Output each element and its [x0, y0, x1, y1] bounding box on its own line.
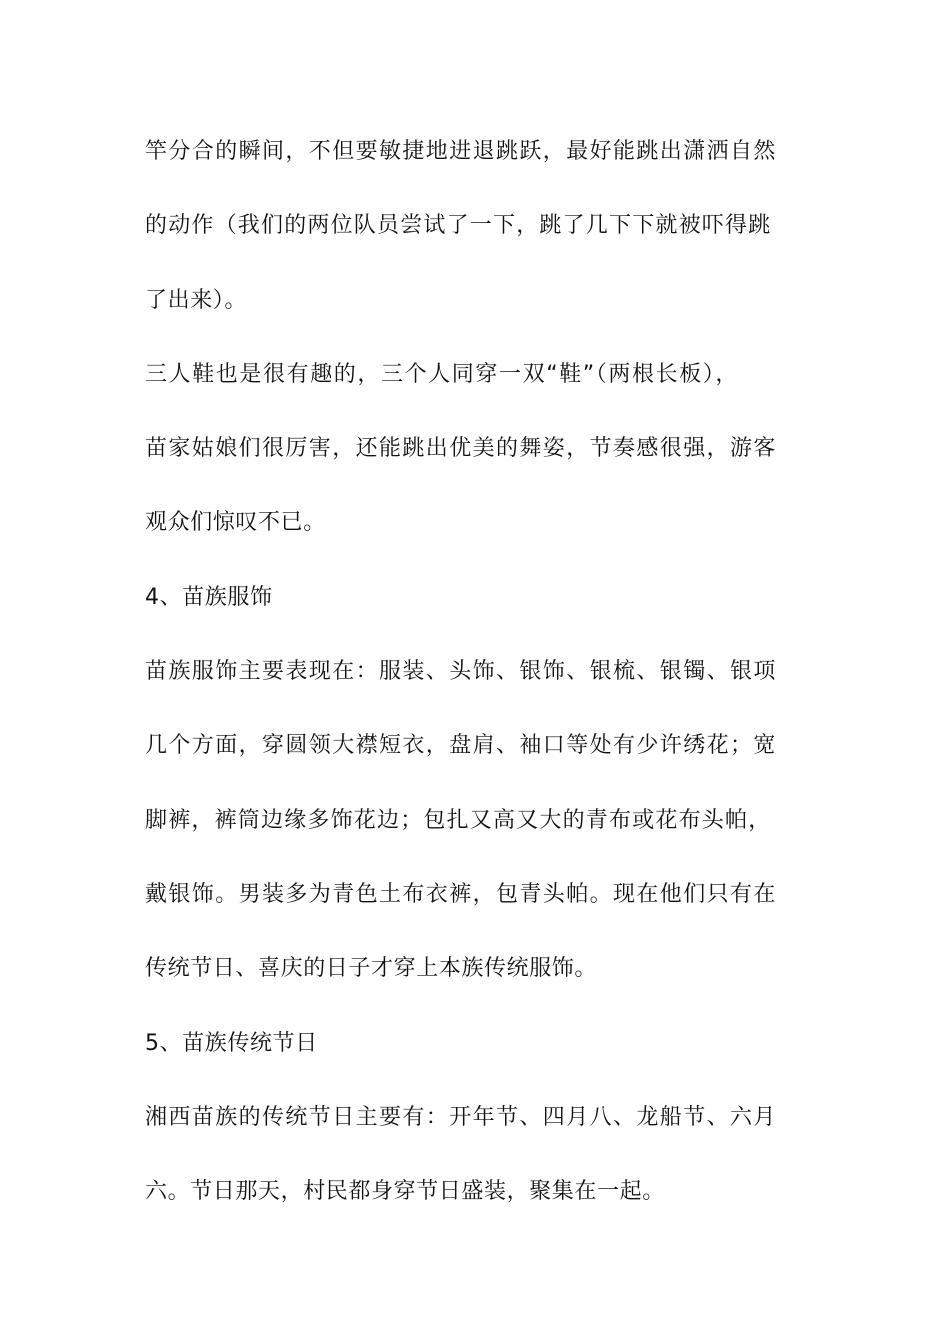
paragraph-line: 湘西苗族的传统节日主要有：开年节、四月八、龙船节、六月 [145, 1105, 777, 1130]
paragraph-line: 传统节日、喜庆的日子才穿上本族传统服饰。 [145, 956, 598, 981]
paragraph-line: 观众们惊叹不已。 [145, 510, 326, 535]
paragraph-line: 苗族服饰主要表现在：服装、头饰、银饰、银梳、银镯、银项 [145, 659, 777, 684]
paragraph-line: 戴银饰。男装多为青色土布衣裤，包青头帕。现在他们只有在 [145, 882, 777, 907]
paragraph-line: 六。节日那天，村民都身穿节日盛装，聚集在一起。 [145, 1179, 665, 1204]
paragraph-line: 了出来）。 [145, 288, 248, 313]
paragraph-line: 竿分合的瞬间，不但要敏捷地进退跳跃，最好能跳出潇洒自然 [145, 139, 777, 164]
paragraph-line: 脚裤，裤筒边缘多饰花边；包扎又高又大的青布或花布头帕， [145, 808, 772, 833]
paragraph-line: 几个方面，穿圆领大襟短衣，盘肩、袖口等处有少许绣花；宽 [145, 733, 777, 758]
paragraph-line: 苗家姑娘们很厉害，还能跳出优美的舞姿，节奏感很强，游客 [145, 436, 777, 461]
section-heading-costume: 4、苗族服饰 [145, 585, 273, 610]
paragraph-line: 的动作（我们的两位队员尝试了一下，跳了几下下就被吓得跳 [145, 213, 772, 238]
paragraph-line: 三人鞋也是很有趣的，三个人同穿一双“鞋”（两根长板）， [145, 362, 739, 387]
section-heading-festivals: 5、苗族传统节日 [145, 1031, 318, 1056]
